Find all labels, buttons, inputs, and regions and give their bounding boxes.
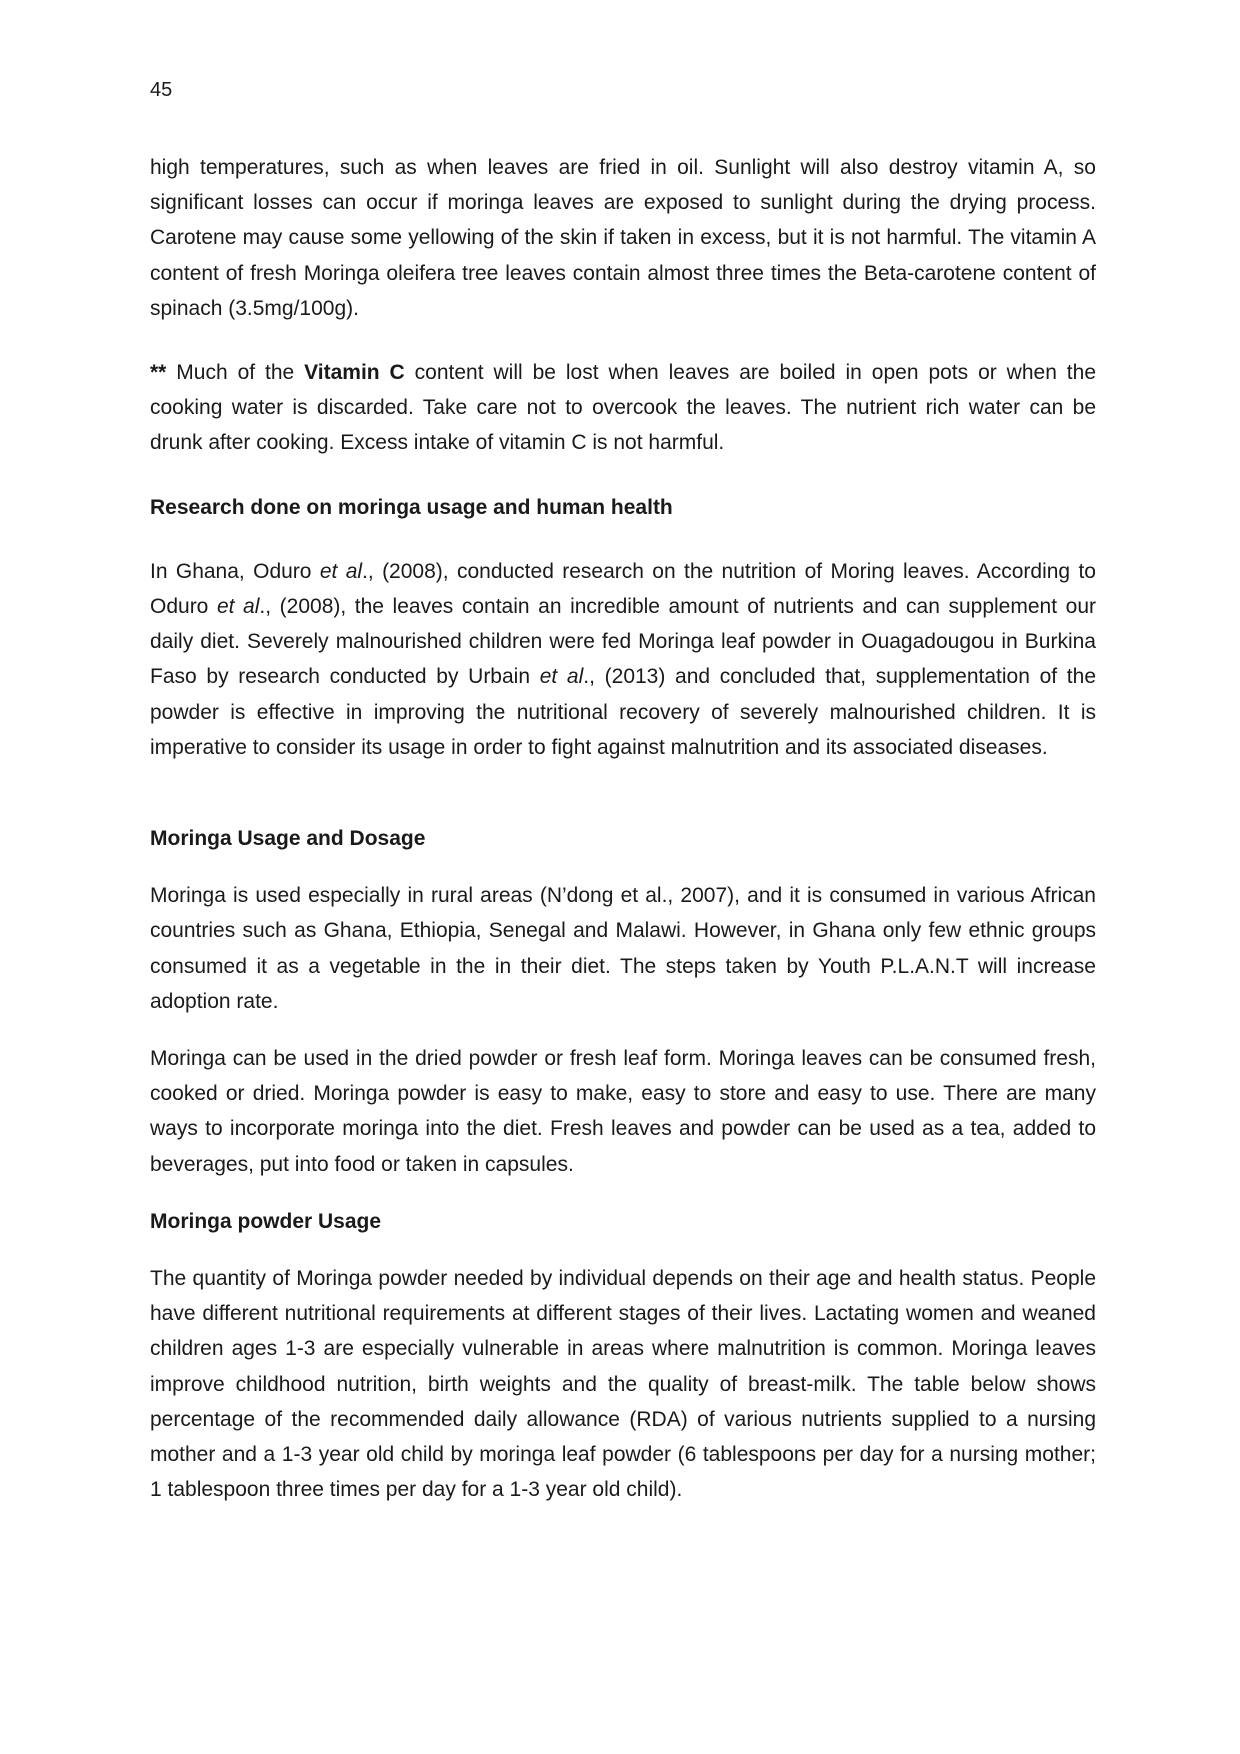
italic-et-al: et al — [539, 665, 584, 689]
paragraph-vitamin-c — [150, 355, 1096, 461]
bold-term-vitamin-c: Vitamin C — [304, 361, 405, 385]
section-heading-research: Research done on moringa usage and human health — [150, 495, 673, 519]
text-run: ., (2008), the leaves contain an incredible amount of nutrients and can supplement our daily diet. Severely malnourished children were fed Moringa leaf powder in Ouagadougou in Burkina Faso by research conducted by Urbain — [150, 595, 1096, 689]
italic-et-al: et al — [319, 559, 363, 583]
paragraph-usage-regions: Moringa is used especially in rural areas (N’dong et al., 2007), and it is consumed in various African countries such as Ghana, Ethiopia, Senegal and Malawi. However, in Ghana only few ethnic groups consumed it as a vegetable in the in their diet. The steps taken by Youth P.L.A.N.T will increase adoption rate. — [150, 884, 1096, 1013]
text-run: In Ghana, Oduro — [150, 559, 320, 583]
paragraph-powder-quantity: The quantity of Moringa powder needed by individual depends on their age and health status. People have different nutritional requirements at different stages of their lives. Lactating women and weaned children ages 1-3 are especially vulnerable in areas where malnutrition is common. Moringa leaves improve childhood nutrition, birth weights and the quality of breast-milk. The table below shows percentage of the recommended daily allowance (RDA) of various nutrients supplied to a nursing mother and a 1-3 year old child by moringa leaf powder (6 tablespoons per day for a nursing mother; 1 tablespoon three times per day for a 1-3 year old child). — [150, 1267, 1096, 1502]
text-run: ., (2013) and concluded that, supplementation of the powder is effective in improving the nutritional recovery of severely malnourished children. It is imperative to consider its usage in order to fight against malnutrition and its associated diseases. — [150, 665, 1096, 759]
page-number: 45 — [150, 79, 173, 101]
text-run: ., (2008), conducted research on the nutrition of Moring leaves. According to Oduro — [150, 559, 1096, 619]
paragraph-research — [150, 554, 1096, 765]
document-body — [150, 150, 1096, 1508]
paragraph-usage-forms: Moringa can be used in the dried powder or fresh leaf form. Moringa leaves can be consumed fresh, cooked or dried. Moringa powder is easy to make, easy to store and easy to use. There are many ways to incorporate moringa into the diet. Fresh leaves and powder can be used as a tea, added to beverages, put into food or taken in capsules. — [150, 1047, 1096, 1176]
section-heading-usage-dosage: Moringa Usage and Dosage — [150, 827, 426, 851]
footnote-marker: ** — [150, 361, 167, 385]
section-heading-powder-usage: Moringa powder Usage — [150, 1209, 382, 1233]
italic-et-al: et al — [216, 595, 260, 619]
text-run: Much of the — [166, 361, 305, 385]
text-run: content will be lost when leaves are boiled in open pots or when the cooking water is discarded. Take care not to overcook the leaves. The nutrient rich water can be drunk after cooking. Excess intake of vitamin C is not harmful. — [150, 361, 1097, 455]
paragraph-vitamin-a: high temperatures, such as when leaves are fried in oil. Sunlight will also destroy vitamin A, so significant losses can occur if moringa leaves are exposed to sunlight during the drying process. Carotene may cause some yellowing of the skin if taken in excess, but it is not harmful. The vitamin A content of fresh Moringa oleifera tree leaves contain almost three times the Beta-carotene content of spinach (3.5mg/100g). — [150, 156, 1096, 320]
